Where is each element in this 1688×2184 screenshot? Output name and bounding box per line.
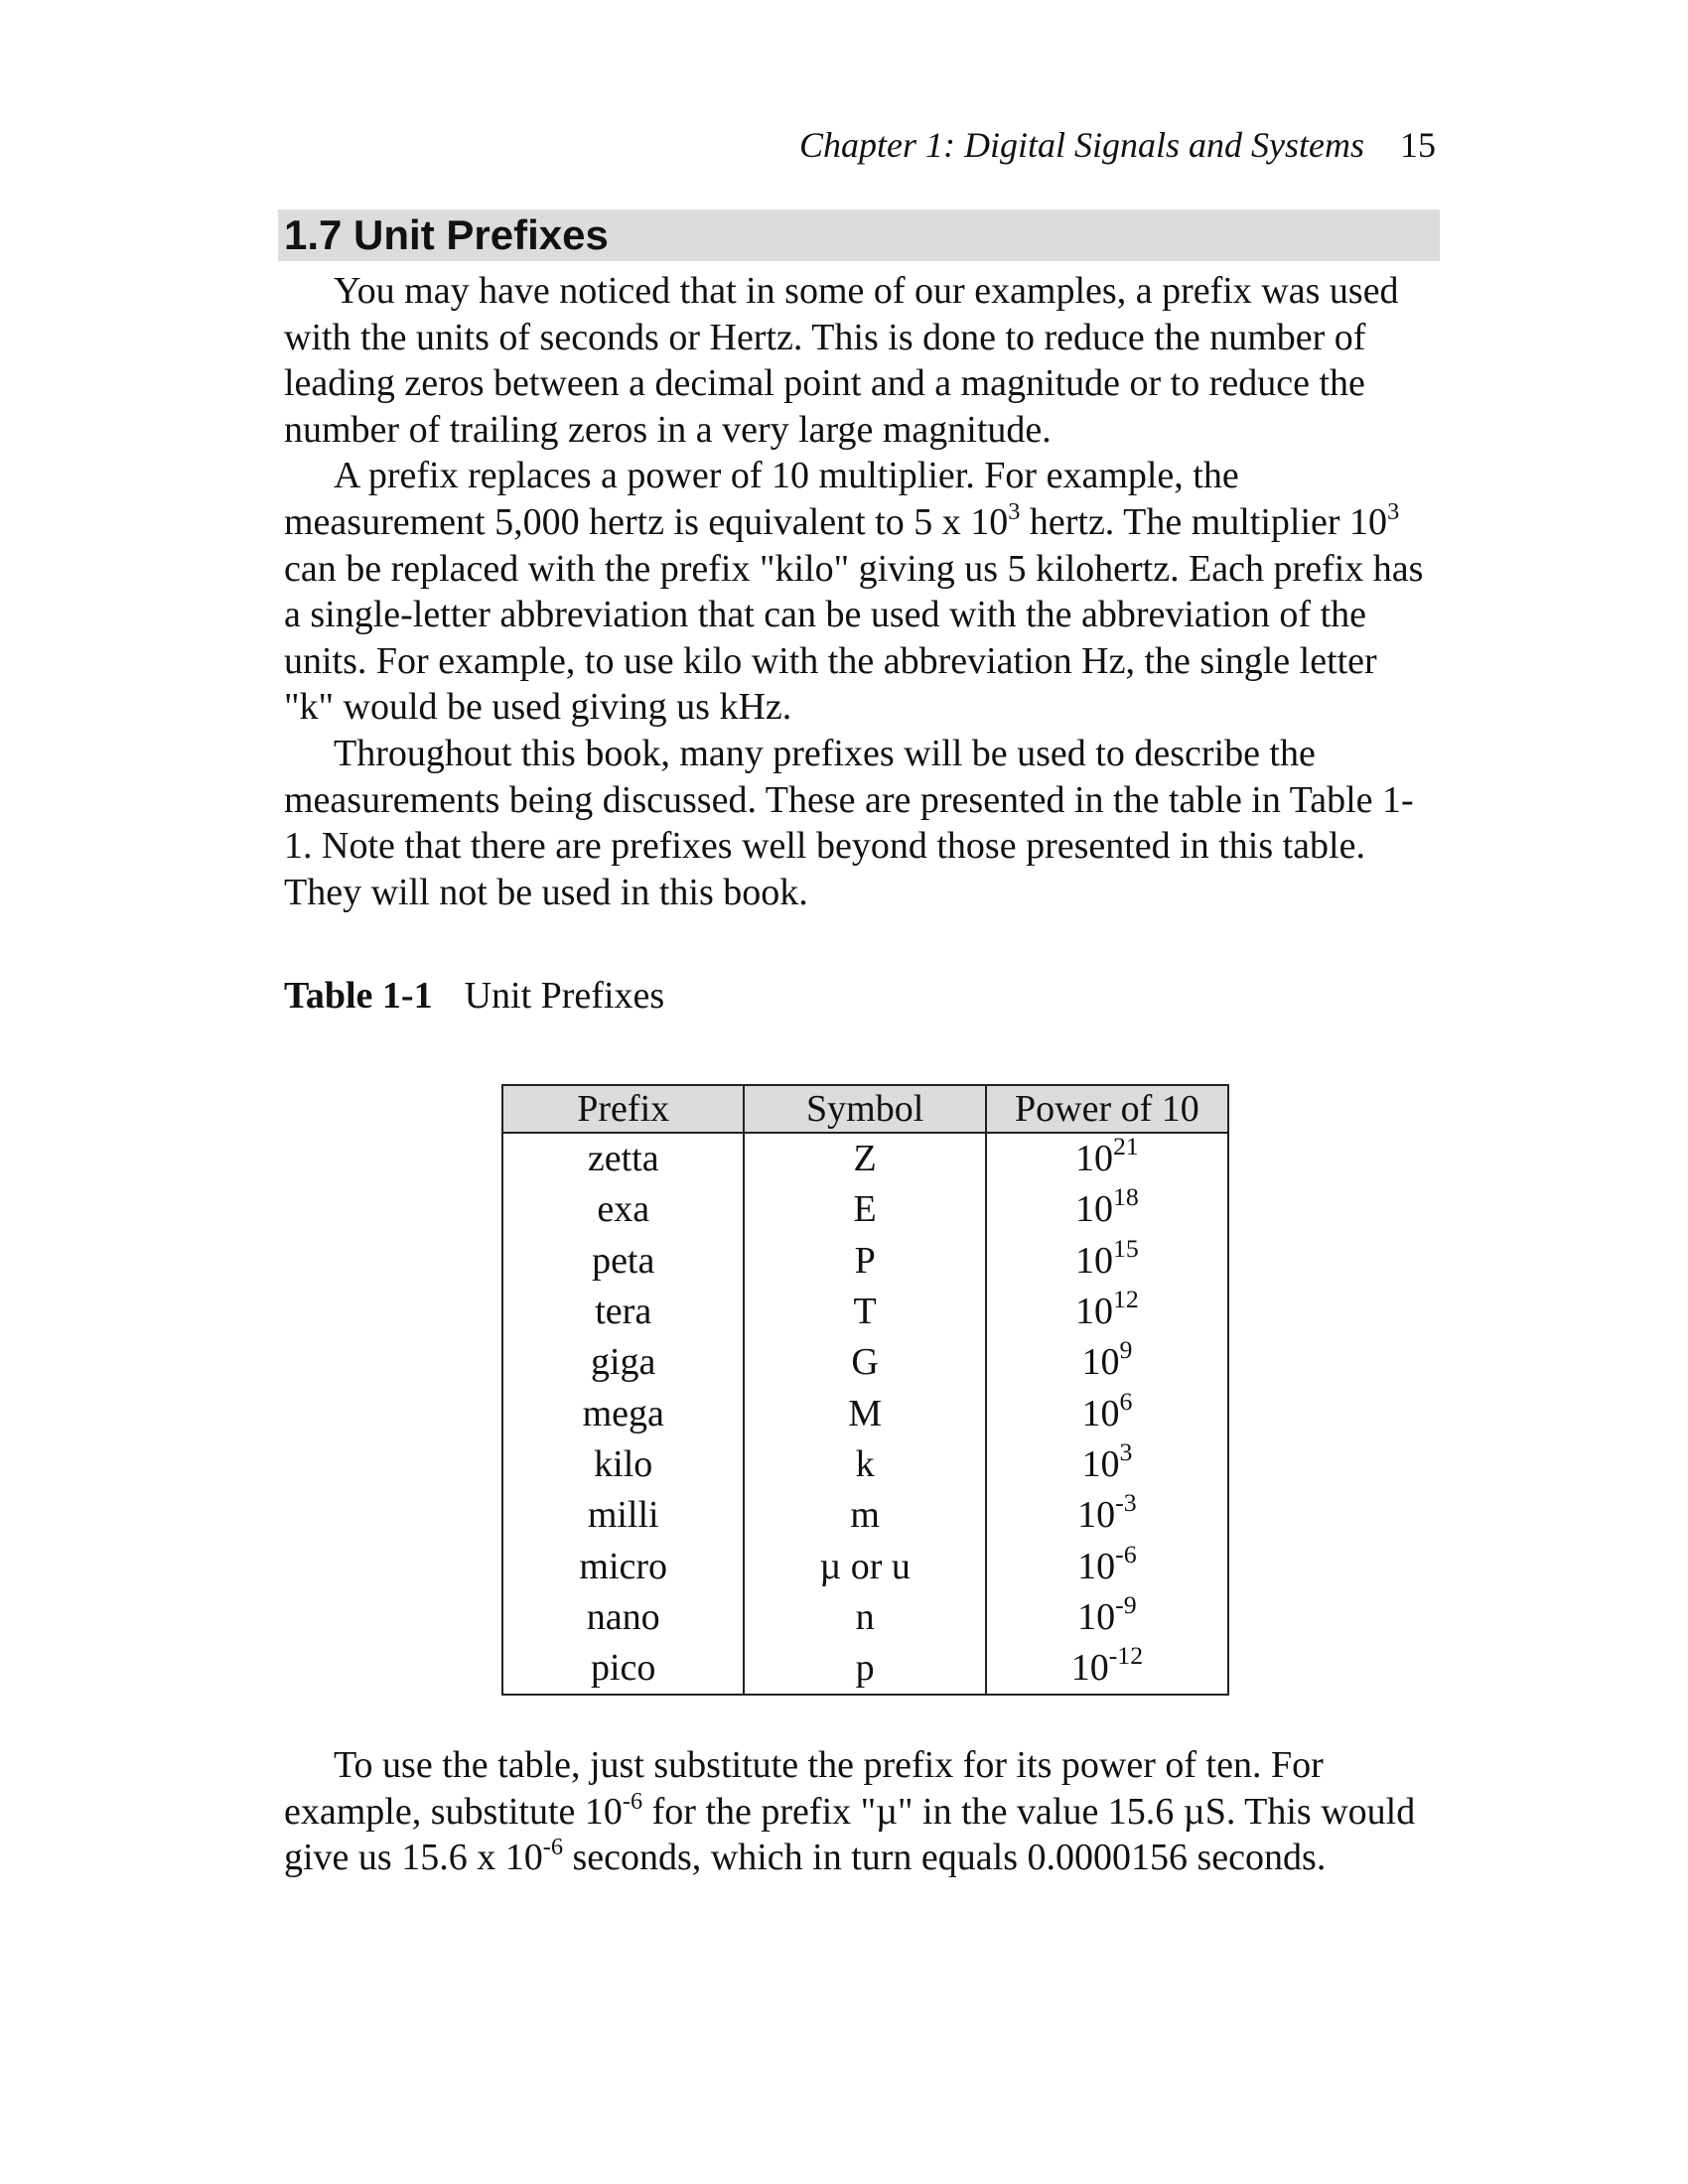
power-cell: $10^{-6}$: [986, 1541, 1228, 1591]
table-body: [502, 1133, 1228, 1695]
table-row: [502, 1236, 1228, 1287]
symbol-cell: P: [744, 1236, 985, 1287]
exponent: 6: [1119, 1386, 1133, 1416]
table-row: [502, 1287, 1228, 1337]
power-cell: $10^{-9}$: [986, 1592, 1228, 1643]
running-header: [282, 121, 1436, 169]
prefix-cell: pico: [590, 1647, 656, 1690]
table-row: [502, 1643, 1228, 1695]
power-cell: $10^{15}$: [986, 1236, 1228, 1287]
table-row: [502, 1388, 1228, 1438]
table-row: [502, 1541, 1228, 1591]
table-row: [502, 1592, 1228, 1643]
symbol-cell: m: [744, 1490, 985, 1541]
exponent: 18: [1113, 1182, 1139, 1212]
prefix-cell: giga: [590, 1341, 656, 1384]
body-text-top: [284, 268, 1436, 915]
exponent: 15: [1113, 1233, 1139, 1263]
symbol-cell: M: [744, 1388, 985, 1438]
table-header-row: [502, 1085, 1228, 1133]
chapter-title: Chapter 1: Digital Signals and Systems: [799, 125, 1364, 165]
symbol-cell: n: [744, 1592, 985, 1643]
body-text-bottom: [284, 1742, 1436, 1881]
power-cell: $10^{-12}$: [986, 1643, 1228, 1695]
power-cell: $10^{-3}$: [986, 1490, 1228, 1541]
power-cell: $10^9$: [986, 1337, 1228, 1388]
power-cell: $10^{18}$: [986, 1184, 1228, 1235]
power-cell: $10^6$: [986, 1388, 1228, 1438]
power-cell: $10^{12}$: [986, 1287, 1228, 1337]
exponent: -6: [1115, 1539, 1137, 1569]
exponent: 9: [1119, 1335, 1133, 1365]
column-header-power: Power of 10: [986, 1085, 1228, 1133]
prefix-cell: micro: [579, 1545, 668, 1587]
exponent: 12: [1113, 1285, 1139, 1314]
exponent: 21: [1113, 1132, 1139, 1161]
prefix-cell: exa: [597, 1188, 650, 1231]
symbol-cell: E: [744, 1184, 985, 1235]
symbol-cell: µ or u: [744, 1541, 985, 1591]
table-row: [502, 1439, 1228, 1490]
symbol-cell: p: [744, 1643, 985, 1695]
symbol-cell: Z: [744, 1133, 985, 1184]
exponent: -6: [622, 1787, 643, 1815]
table-row: [502, 1490, 1228, 1541]
paragraph: Throughout this book, many prefixes will be used to describe the measurements being discussed. These are presented in the table in Table 1-1. Note that there are prefixes well beyond those presented in this table. They will not be used in this book.: [284, 732, 1414, 913]
symbol-cell: k: [744, 1439, 985, 1490]
prefix-cell: mega: [582, 1392, 664, 1434]
exponent: 3: [1387, 497, 1400, 525]
exponent: -12: [1108, 1641, 1144, 1671]
exponent: -9: [1115, 1589, 1137, 1619]
section-heading-bar: [278, 209, 1440, 261]
unit-prefix-table: [501, 1084, 1229, 1696]
prefix-cell: kilo: [594, 1442, 653, 1485]
exponent: 3: [1008, 497, 1021, 525]
prefix-cell: tera: [595, 1291, 652, 1333]
table-row: [502, 1337, 1228, 1388]
table-caption: [284, 973, 664, 1019]
paragraph: A prefix replaces a power of 10 multiplier. For example, the measurement 5,000 hertz is equivalent to 5 x $10^3$ hertz. The multiplier $10^3$ can be replaced with the prefix "kilo" giving us 5 kilohertz. Each prefix has a single-letter abbreviation that can be used with the abbreviation of the units. For example, to use kilo with the abbreviation Hz, the single letter "k" would be used giving us kHz.: [284, 455, 1424, 729]
power-cell: $10^{21}$: [986, 1133, 1228, 1184]
prefix-cell: milli: [587, 1494, 659, 1537]
symbol-cell: G: [744, 1337, 985, 1388]
exponent: -6: [542, 1834, 563, 1861]
prefix-cell: nano: [586, 1595, 660, 1638]
table-caption-title: Unit Prefixes: [464, 975, 665, 1017]
table-caption-label: Table 1-1: [284, 975, 433, 1017]
prefix-cell: zetta: [587, 1138, 659, 1180]
exponent: -3: [1115, 1488, 1137, 1518]
column-header-prefix: Prefix: [502, 1085, 744, 1133]
exponent: 3: [1119, 1436, 1133, 1466]
section-title: 1.7 Unit Prefixes: [284, 211, 609, 258]
page-number: 15: [1400, 125, 1436, 165]
table-row: [502, 1133, 1228, 1184]
prefix-cell: peta: [592, 1239, 655, 1282]
paragraph: You may have noticed that in some of our examples, a prefix was used with the units of seconds or Hertz. This is done to reduce the number of leading zeros between a decimal point and a magnitude or to reduce the number of trailing zeros in a very large magnitude.: [284, 270, 1399, 451]
paragraph: To use the table, just substitute the prefix for its power of ten. For example, substitute $10^{-6}$ for the prefix "µ" in the value 15.6 µS. This would give us 15.6 x $10^{-6}$ seconds, which in turn equals 0.0000156 seconds.: [284, 1744, 1416, 1879]
power-cell: $10^3$: [986, 1439, 1228, 1490]
symbol-cell: T: [744, 1287, 985, 1337]
column-header-symbol: Symbol: [744, 1085, 985, 1133]
table-row: [502, 1184, 1228, 1235]
